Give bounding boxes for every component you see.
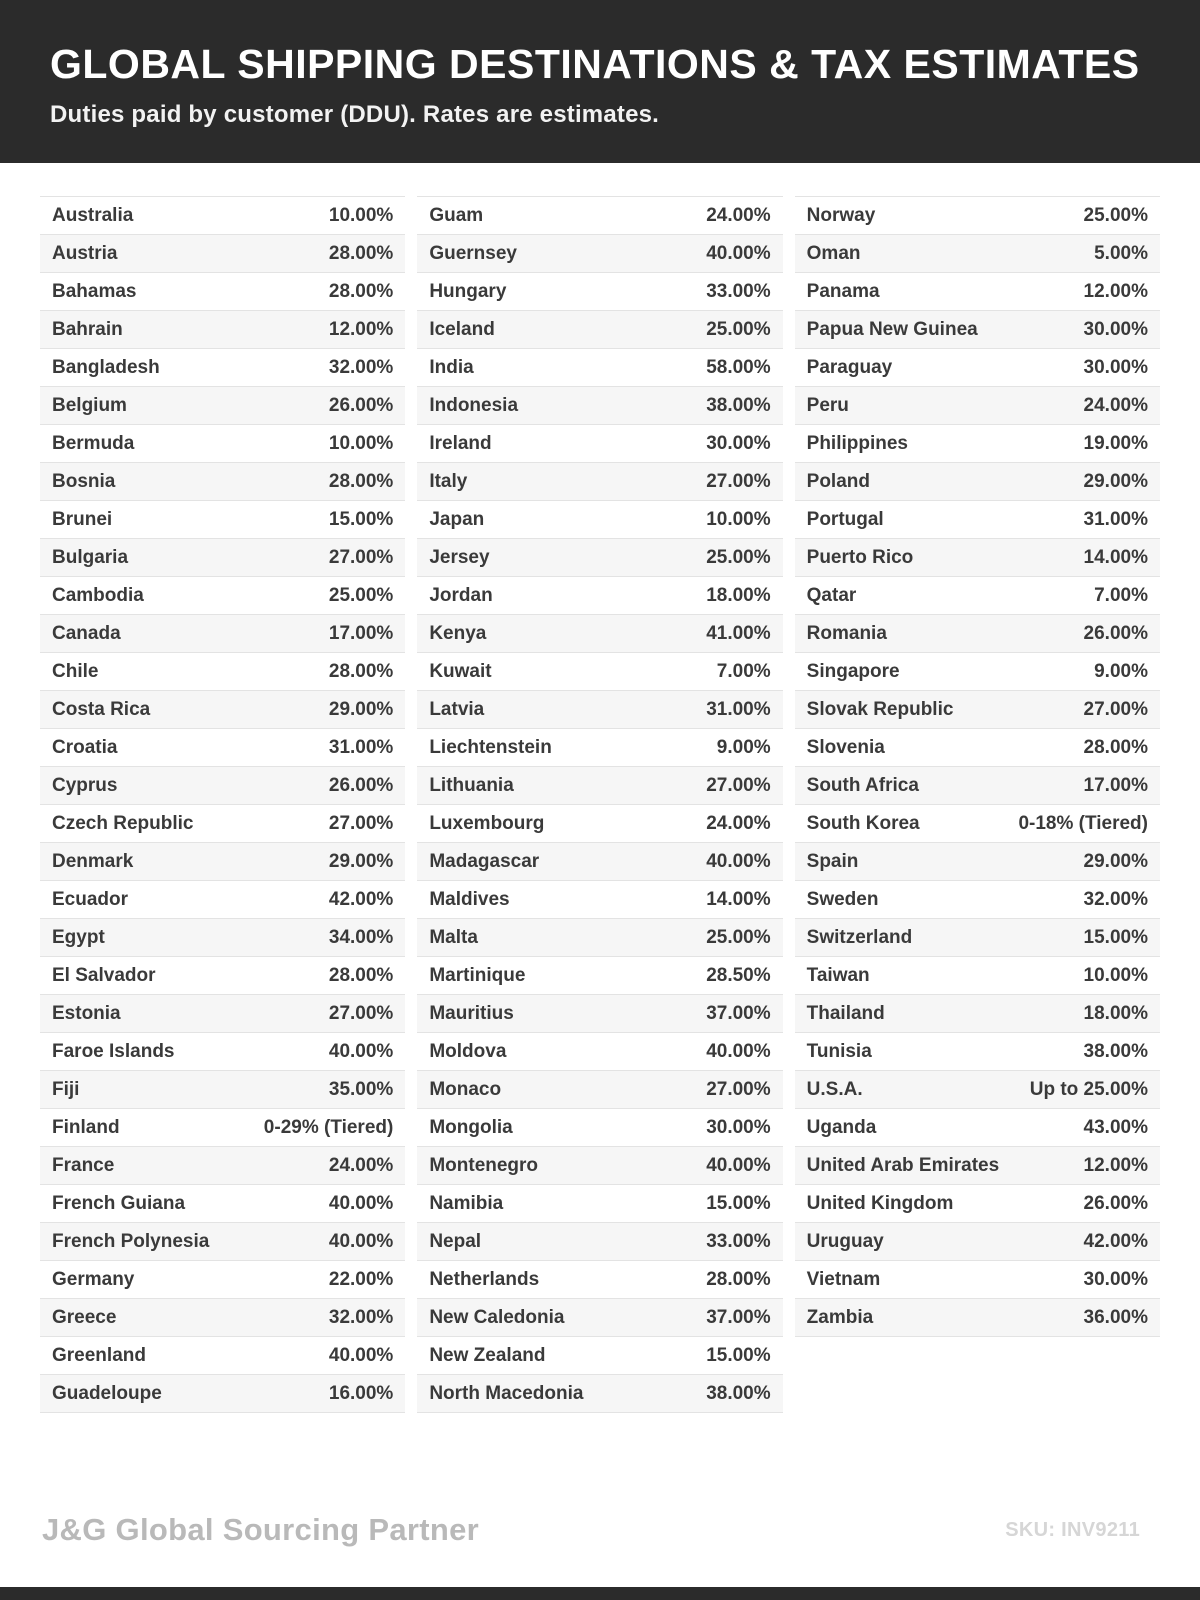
tax-rate: 25.00% bbox=[706, 926, 771, 948]
tax-rate: 30.00% bbox=[706, 432, 771, 454]
rate-row bbox=[40, 729, 405, 767]
rate-row bbox=[417, 273, 782, 311]
rate-row bbox=[40, 1299, 405, 1337]
rate-row bbox=[40, 805, 405, 843]
rate-row bbox=[417, 349, 782, 387]
country-name: Indonesia bbox=[429, 394, 519, 416]
country-name: Martinique bbox=[429, 964, 526, 986]
rate-row bbox=[417, 691, 782, 729]
country-name: Netherlands bbox=[429, 1268, 540, 1290]
country-name: Philippines bbox=[806, 432, 909, 454]
rate-row bbox=[795, 995, 1160, 1033]
tax-rate: 28.50% bbox=[706, 964, 771, 986]
rate-row bbox=[40, 1071, 405, 1109]
tax-rate: 15.00% bbox=[328, 508, 394, 530]
page-title: GLOBAL SHIPPING DESTINATIONS & TAX ESTIMATES bbox=[50, 41, 1140, 87]
tax-rate: 27.00% bbox=[328, 1002, 394, 1024]
tax-rate: 24.00% bbox=[706, 204, 771, 226]
country-name: Guam bbox=[429, 204, 484, 226]
tax-rate: 28.00% bbox=[328, 660, 394, 682]
rate-row bbox=[795, 1299, 1160, 1337]
tax-rate: 28.00% bbox=[706, 1268, 771, 1290]
country-name: Germany bbox=[52, 1268, 135, 1290]
rate-row bbox=[795, 1261, 1160, 1299]
country-name: Guadeloupe bbox=[52, 1382, 162, 1404]
tax-rate: 43.00% bbox=[1083, 1116, 1148, 1138]
bottom-accent-bar bbox=[0, 1587, 1200, 1600]
rate-row bbox=[417, 1071, 782, 1109]
rate-row bbox=[417, 463, 782, 501]
rate-row bbox=[40, 311, 405, 349]
country-name: El Salvador bbox=[52, 964, 156, 986]
rate-row bbox=[795, 1109, 1160, 1147]
rate-row bbox=[417, 1299, 782, 1337]
rate-row bbox=[417, 919, 782, 957]
country-name: Faroe Islands bbox=[52, 1040, 175, 1062]
sku-label: SKU: INV9211 bbox=[1005, 1518, 1140, 1541]
tax-rate: 27.00% bbox=[706, 774, 771, 796]
country-name: Japan bbox=[429, 508, 485, 530]
rate-row bbox=[417, 1261, 782, 1299]
rate-row bbox=[40, 1033, 405, 1071]
country-name: Slovenia bbox=[806, 736, 885, 758]
country-name: Oman bbox=[806, 242, 861, 264]
tax-rate: 40.00% bbox=[328, 1040, 394, 1062]
tax-rate: 15.00% bbox=[706, 1192, 771, 1214]
country-name: Namibia bbox=[429, 1192, 504, 1214]
country-name: Thailand bbox=[806, 1002, 885, 1024]
country-name: Hungary bbox=[429, 280, 507, 302]
country-name: Paraguay bbox=[806, 356, 893, 378]
country-name: Costa Rica bbox=[52, 698, 151, 720]
country-name: Panama bbox=[806, 280, 880, 302]
tax-rate: 42.00% bbox=[328, 888, 394, 910]
tax-rate: 18.00% bbox=[706, 584, 771, 606]
rates-column-3 bbox=[795, 196, 1160, 1337]
tax-rate: 40.00% bbox=[706, 1040, 771, 1062]
rate-row bbox=[40, 995, 405, 1033]
country-name: Tunisia bbox=[806, 1040, 872, 1062]
tax-rate: 29.00% bbox=[1083, 850, 1148, 872]
rate-row bbox=[795, 1223, 1160, 1261]
country-name: Egypt bbox=[52, 926, 105, 948]
country-name: Peru bbox=[806, 394, 849, 416]
tax-rate: 7.00% bbox=[716, 660, 771, 682]
tax-rate: 26.00% bbox=[328, 394, 394, 416]
tax-rate: 22.00% bbox=[328, 1268, 394, 1290]
rate-row bbox=[795, 349, 1160, 387]
country-name: North Macedonia bbox=[429, 1382, 584, 1404]
rate-row bbox=[795, 957, 1160, 995]
tax-rate: 27.00% bbox=[706, 1078, 771, 1100]
country-name: Fiji bbox=[52, 1078, 80, 1100]
tax-rate: 30.00% bbox=[1083, 318, 1148, 340]
country-name: Belgium bbox=[52, 394, 127, 416]
country-name: Madagascar bbox=[429, 850, 540, 872]
tax-rate: 10.00% bbox=[1083, 964, 1148, 986]
country-name: U.S.A. bbox=[806, 1078, 863, 1100]
country-name: Mongolia bbox=[429, 1116, 513, 1138]
rate-row bbox=[417, 425, 782, 463]
country-name: Taiwan bbox=[806, 964, 870, 986]
page-header bbox=[0, 0, 1200, 163]
tax-rate: 0-29% (Tiered) bbox=[263, 1116, 394, 1138]
tax-rate: 16.00% bbox=[328, 1382, 394, 1404]
country-name: Puerto Rico bbox=[806, 546, 914, 568]
country-name: Liechtenstein bbox=[429, 736, 552, 758]
country-name: French Polynesia bbox=[52, 1230, 210, 1252]
country-name: Austria bbox=[52, 242, 118, 264]
country-name: Montenegro bbox=[429, 1154, 539, 1176]
tax-rate: 24.00% bbox=[706, 812, 771, 834]
tax-rate: 28.00% bbox=[328, 964, 394, 986]
rate-row bbox=[417, 995, 782, 1033]
rate-row bbox=[40, 577, 405, 615]
tax-rate: 27.00% bbox=[328, 812, 394, 834]
tax-rate: 12.00% bbox=[1083, 1154, 1148, 1176]
rate-row bbox=[40, 1375, 405, 1413]
page-footer bbox=[42, 1512, 1140, 1548]
country-name: Papua New Guinea bbox=[806, 318, 978, 340]
country-name: Malta bbox=[429, 926, 478, 948]
country-name: Greece bbox=[52, 1306, 117, 1328]
country-name: French Guiana bbox=[52, 1192, 186, 1214]
tax-rate: 12.00% bbox=[328, 318, 394, 340]
country-name: South Africa bbox=[806, 774, 919, 796]
tax-rate: 38.00% bbox=[1083, 1040, 1148, 1062]
rate-row bbox=[40, 615, 405, 653]
country-name: Czech Republic bbox=[52, 812, 194, 834]
tax-rate: 40.00% bbox=[328, 1192, 394, 1214]
country-name: Nepal bbox=[429, 1230, 482, 1252]
rate-row bbox=[417, 1033, 782, 1071]
tax-rate: 24.00% bbox=[1083, 394, 1148, 416]
country-name: Bermuda bbox=[52, 432, 135, 454]
country-name: Qatar bbox=[806, 584, 857, 606]
tax-rate: 12.00% bbox=[1083, 280, 1148, 302]
rate-row bbox=[40, 1337, 405, 1375]
tax-rate: 38.00% bbox=[706, 1382, 771, 1404]
country-name: Estonia bbox=[52, 1002, 121, 1024]
country-name: New Zealand bbox=[429, 1344, 546, 1366]
tax-rate: 10.00% bbox=[706, 508, 771, 530]
country-name: Jordan bbox=[429, 584, 493, 606]
country-name: Ecuador bbox=[52, 888, 129, 910]
tax-rate: 27.00% bbox=[328, 546, 394, 568]
rate-row bbox=[795, 843, 1160, 881]
rate-row bbox=[795, 311, 1160, 349]
tax-rate: 28.00% bbox=[328, 242, 394, 264]
tax-rate: 26.00% bbox=[1083, 1192, 1148, 1214]
country-name: Poland bbox=[806, 470, 870, 492]
country-name: Bangladesh bbox=[52, 356, 160, 378]
country-name: Ireland bbox=[429, 432, 492, 454]
tax-rate: 15.00% bbox=[706, 1344, 771, 1366]
rate-row bbox=[795, 919, 1160, 957]
rate-row bbox=[417, 1185, 782, 1223]
tax-rate: 41.00% bbox=[706, 622, 771, 644]
country-name: Singapore bbox=[806, 660, 900, 682]
country-name: Uruguay bbox=[806, 1230, 884, 1252]
rate-row bbox=[795, 615, 1160, 653]
country-name: Kenya bbox=[429, 622, 487, 644]
rate-row bbox=[417, 311, 782, 349]
tax-rate: 25.00% bbox=[706, 546, 771, 568]
country-name: Mauritius bbox=[429, 1002, 514, 1024]
country-name: Bahamas bbox=[52, 280, 137, 302]
rate-row bbox=[795, 235, 1160, 273]
rate-row bbox=[795, 1147, 1160, 1185]
country-name: Greenland bbox=[52, 1344, 146, 1366]
tax-rate: 10.00% bbox=[328, 432, 394, 454]
rate-row bbox=[417, 957, 782, 995]
rate-row bbox=[795, 1033, 1160, 1071]
tax-rate: 31.00% bbox=[1083, 508, 1148, 530]
tax-rate: 18.00% bbox=[1083, 1002, 1148, 1024]
rate-row bbox=[40, 1109, 405, 1147]
tax-rate: 38.00% bbox=[706, 394, 771, 416]
tax-rate: 31.00% bbox=[328, 736, 394, 758]
tax-rate: 7.00% bbox=[1094, 584, 1148, 606]
tax-rate: 32.00% bbox=[328, 356, 394, 378]
tax-rate: 9.00% bbox=[1094, 660, 1148, 682]
tax-rate: 40.00% bbox=[328, 1344, 394, 1366]
tax-rate: 37.00% bbox=[706, 1002, 771, 1024]
tax-rate: 17.00% bbox=[1083, 774, 1148, 796]
rate-row bbox=[417, 843, 782, 881]
tax-rate: 15.00% bbox=[1083, 926, 1148, 948]
tax-rate: 40.00% bbox=[706, 1154, 771, 1176]
rate-row bbox=[40, 425, 405, 463]
rate-row bbox=[795, 1071, 1160, 1109]
rate-row bbox=[795, 691, 1160, 729]
rates-table bbox=[0, 163, 1200, 1413]
rates-column-2 bbox=[417, 196, 782, 1413]
tax-rate: 27.00% bbox=[1083, 698, 1148, 720]
page-subtitle: Duties paid by customer (DDU). Rates are estimates. bbox=[50, 101, 660, 129]
country-name: Brunei bbox=[52, 508, 113, 530]
rate-row bbox=[40, 501, 405, 539]
tax-rate: 30.00% bbox=[1083, 356, 1148, 378]
country-name: France bbox=[52, 1154, 115, 1176]
tax-rate: 33.00% bbox=[706, 1230, 771, 1252]
rate-row bbox=[795, 539, 1160, 577]
rate-row bbox=[795, 425, 1160, 463]
tax-rate: 29.00% bbox=[328, 850, 394, 872]
country-name: Bahrain bbox=[52, 318, 123, 340]
country-name: United Arab Emirates bbox=[806, 1154, 1000, 1176]
country-name: Canada bbox=[52, 622, 121, 644]
country-name: Denmark bbox=[52, 850, 134, 872]
country-name: Australia bbox=[52, 204, 134, 226]
rate-row bbox=[40, 843, 405, 881]
country-name: Uganda bbox=[806, 1116, 877, 1138]
country-name: Sweden bbox=[806, 888, 879, 910]
tax-rate: 40.00% bbox=[706, 850, 771, 872]
tax-rate: 40.00% bbox=[706, 242, 771, 264]
tax-rate: 14.00% bbox=[1083, 546, 1148, 568]
rate-row bbox=[417, 539, 782, 577]
rate-row bbox=[40, 691, 405, 729]
rate-row bbox=[795, 653, 1160, 691]
rate-row bbox=[417, 1223, 782, 1261]
country-name: Bosnia bbox=[52, 470, 116, 492]
tax-rate: 5.00% bbox=[1094, 242, 1148, 264]
rate-row bbox=[417, 387, 782, 425]
rate-row bbox=[40, 1261, 405, 1299]
country-name: Lithuania bbox=[429, 774, 514, 796]
rate-row bbox=[417, 1375, 782, 1413]
country-name: New Caledonia bbox=[429, 1306, 565, 1328]
tax-rate: 40.00% bbox=[328, 1230, 394, 1252]
tax-rate: 32.00% bbox=[1083, 888, 1148, 910]
country-name: Finland bbox=[52, 1116, 120, 1138]
tax-rate: 28.00% bbox=[1083, 736, 1148, 758]
country-name: United Kingdom bbox=[806, 1192, 954, 1214]
country-name: Luxembourg bbox=[429, 812, 545, 834]
rate-row bbox=[40, 957, 405, 995]
country-name: Latvia bbox=[429, 698, 485, 720]
tax-rate: 19.00% bbox=[1083, 432, 1148, 454]
country-name: Guernsey bbox=[429, 242, 517, 264]
tax-rate: 28.00% bbox=[328, 470, 394, 492]
tax-rate: 33.00% bbox=[706, 280, 771, 302]
country-name: Iceland bbox=[429, 318, 495, 340]
tax-rate: 30.00% bbox=[1083, 1268, 1148, 1290]
country-name: Zambia bbox=[806, 1306, 874, 1328]
tax-rate: 24.00% bbox=[328, 1154, 394, 1176]
rate-row bbox=[417, 805, 782, 843]
country-name: Croatia bbox=[52, 736, 118, 758]
rate-row bbox=[795, 767, 1160, 805]
rate-row bbox=[40, 653, 405, 691]
country-name: Chile bbox=[52, 660, 99, 682]
rate-row bbox=[40, 539, 405, 577]
country-name: Jersey bbox=[429, 546, 490, 568]
country-name: Italy bbox=[429, 470, 468, 492]
tax-rate: 36.00% bbox=[1083, 1306, 1148, 1328]
country-name: Norway bbox=[806, 204, 876, 226]
country-name: India bbox=[429, 356, 474, 378]
tax-rate: 0-18% (Tiered) bbox=[1018, 812, 1148, 834]
rate-row bbox=[795, 577, 1160, 615]
tax-rate: 58.00% bbox=[706, 356, 771, 378]
rate-row bbox=[795, 463, 1160, 501]
country-name: Maldives bbox=[429, 888, 510, 910]
rate-row bbox=[795, 729, 1160, 767]
country-name: Portugal bbox=[806, 508, 884, 530]
tax-rate: 31.00% bbox=[706, 698, 771, 720]
rate-row bbox=[417, 501, 782, 539]
rate-row bbox=[417, 1109, 782, 1147]
tax-rate: 10.00% bbox=[328, 204, 394, 226]
tax-rate: 14.00% bbox=[706, 888, 771, 910]
country-name: Spain bbox=[806, 850, 859, 872]
brand-name: J&G Global Sourcing Partner bbox=[42, 1512, 480, 1547]
tax-rate: 26.00% bbox=[328, 774, 394, 796]
country-name: Romania bbox=[806, 622, 887, 644]
rate-row bbox=[40, 235, 405, 273]
country-name: Bulgaria bbox=[52, 546, 129, 568]
rate-row bbox=[40, 881, 405, 919]
rate-row bbox=[40, 919, 405, 957]
rate-row bbox=[417, 1147, 782, 1185]
country-name: South Korea bbox=[806, 812, 920, 834]
country-name: Cambodia bbox=[52, 584, 144, 606]
country-name: Slovak Republic bbox=[806, 698, 954, 720]
rate-row bbox=[40, 387, 405, 425]
rate-row bbox=[40, 463, 405, 501]
rate-row bbox=[417, 615, 782, 653]
rate-row bbox=[417, 1337, 782, 1375]
tax-rate: 32.00% bbox=[328, 1306, 394, 1328]
rate-row bbox=[417, 881, 782, 919]
rate-row bbox=[40, 273, 405, 311]
tax-rate: 29.00% bbox=[1083, 470, 1148, 492]
rate-row bbox=[795, 273, 1160, 311]
tax-rate: 34.00% bbox=[328, 926, 394, 948]
tax-rate: 29.00% bbox=[328, 698, 394, 720]
rate-row bbox=[40, 197, 405, 235]
rate-row bbox=[795, 881, 1160, 919]
tax-rate: 42.00% bbox=[1083, 1230, 1148, 1252]
rate-row bbox=[795, 387, 1160, 425]
country-name: Vietnam bbox=[806, 1268, 881, 1290]
tax-rate: 25.00% bbox=[706, 318, 771, 340]
tax-rate: 9.00% bbox=[716, 736, 771, 758]
rate-row bbox=[417, 577, 782, 615]
rate-row bbox=[795, 501, 1160, 539]
tax-rate: 25.00% bbox=[1083, 204, 1148, 226]
rate-row bbox=[40, 1185, 405, 1223]
tax-rate: 37.00% bbox=[706, 1306, 771, 1328]
tax-rate: 17.00% bbox=[328, 622, 394, 644]
rate-row bbox=[417, 197, 782, 235]
rate-row bbox=[795, 197, 1160, 235]
tax-rate: 28.00% bbox=[328, 280, 394, 302]
rate-row bbox=[417, 653, 782, 691]
rate-row bbox=[417, 235, 782, 273]
rate-row bbox=[40, 767, 405, 805]
tax-rate: 27.00% bbox=[706, 470, 771, 492]
tax-rate: 25.00% bbox=[328, 584, 394, 606]
rate-row bbox=[417, 767, 782, 805]
country-name: Cyprus bbox=[52, 774, 118, 796]
country-name: Kuwait bbox=[429, 660, 492, 682]
rates-column-1 bbox=[40, 196, 405, 1413]
tax-rate: 35.00% bbox=[328, 1078, 394, 1100]
country-name: Moldova bbox=[429, 1040, 507, 1062]
country-name: Switzerland bbox=[806, 926, 913, 948]
rate-row bbox=[40, 1223, 405, 1261]
tax-rate: 30.00% bbox=[706, 1116, 771, 1138]
rate-row bbox=[40, 1147, 405, 1185]
tax-rate: 26.00% bbox=[1083, 622, 1148, 644]
rate-row bbox=[417, 729, 782, 767]
rate-row bbox=[795, 805, 1160, 843]
tax-rate: Up to 25.00% bbox=[1029, 1078, 1148, 1100]
country-name: Monaco bbox=[429, 1078, 502, 1100]
rate-row bbox=[795, 1185, 1160, 1223]
rate-row bbox=[40, 349, 405, 387]
